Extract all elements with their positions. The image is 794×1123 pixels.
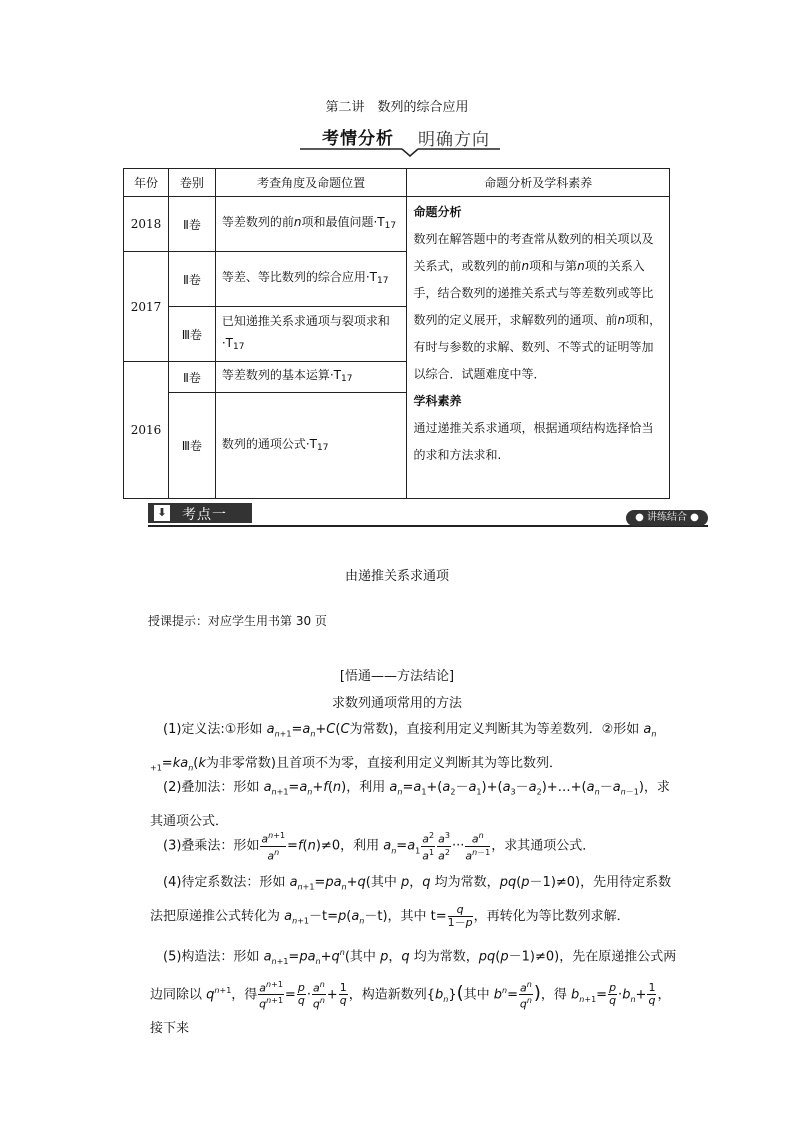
cell-position: 数列的通项公式$\cdot T_{17}$	[215, 393, 407, 499]
table-header-row	[124, 169, 670, 197]
th-position: 考查角度及命题位置	[215, 169, 407, 197]
kaodian-tag	[148, 503, 252, 523]
th-juan: 卷别	[168, 169, 215, 197]
cell-position: 等差、等比数列的综合应用$\cdot T_{17}$	[215, 252, 407, 307]
th-analysis: 命题分析及学科素养	[407, 169, 670, 197]
cell-position: 等差数列的前n项和最值问题$\cdot T_{17}$	[215, 197, 407, 252]
cell-juan: Ⅱ卷	[168, 252, 215, 307]
cell-juan: Ⅲ卷	[168, 307, 215, 362]
method-construct: (5)构造法：形如 $a_{n+1}=pa_n+q^n$(其中 p，q 均为常数，pq(p－1)≠0)，先在原递推公式两 边同除以 $q^{n+1}$，得 $\frac{a^{n+1}}{q^{n+1}}$ = $\frac{p}{q}$ · $\frac{a^n}{q^n}$ + $\frac{1}{q}$ ，构造新数列$\{b_n\}$(其中 $b^n=$ $\frac{a^n}{q^n}$ )，得 $b_{n+1}=$ $\frac{p}{q}$ $\cdot b_n+$ $\frac{1}{q}$ ，接下来	[150, 948, 677, 1036]
banner-right: 明确方向	[418, 130, 490, 150]
cell-juan: Ⅱ卷	[168, 197, 215, 252]
analysis-heading: 命题分析	[413, 205, 462, 219]
method-definition: (1)定义法:①形如 $a_{n+1}=a_n+C(C$为常数)，直接利用定义判断其为等差数列．②形如 $a_n$ $_{+1}=ka_n(k$为非零常数)且首项不为零，直接利用定义判断其为等比数列．	[150, 722, 657, 773]
table-row	[124, 197, 670, 252]
literacy-heading: 学科素养	[413, 394, 462, 408]
cell-position: 已知递推关系求通项与裂项求和$\cdot T_{17}$	[215, 307, 407, 362]
method-multiply: (3)叠乘法：形如 $\frac{a^{n+1}}{a^n}$ =f(n)≠0，利用 $a_n=a_1$ $\frac{a^2}{a^1}$ $\frac{a^3}{a^2}$ ··· $\frac{a^n}{a^{n-1}}$ ，求其通项公式．	[150, 831, 596, 863]
th-year: 年份	[124, 169, 169, 197]
cell-position: 等差数列的基本运算$\cdot T_{17}$	[215, 362, 407, 393]
cell-year: 2016	[124, 362, 169, 499]
wutong-heading: [悟通——方法结论]	[339, 669, 455, 684]
down-arrow-icon: ⬇	[154, 505, 170, 521]
method-accumulate: (2)叠加法：形如 $a_{n+1}=a_n+f(n)$，利用 $a_n=a_1+(a_2-a_1)+(a_3-a_2)+\dots+(a_n-a_{n-1})$，求 其通项公式．	[150, 780, 670, 829]
cell-year: 2017	[124, 252, 169, 362]
practice-tag: ● 讲练结合 ●	[626, 510, 708, 526]
analysis-text: 数列在解答题中的考查常从数列的相关项以及关系式，或数列的前n项和与第n项的关系入手，结合数列的递推关系式与等差数列或等比数列的定义展开，求解数列的通项、前n项和，有时与参数的求解、数列、不等式的证明等加以综合．试题难度中等．	[413, 232, 662, 381]
lesson-hint: 授课提示：对应学生用书第 30 页	[148, 614, 327, 628]
lecture-title: 第二讲 数列的综合应用	[325, 100, 469, 115]
methods-title: 求数列通项常用的方法	[331, 696, 462, 711]
section-banner	[300, 122, 500, 158]
literacy-text: 通过递推关系求通项，根据通项结构选择恰当的求和方法求和.	[413, 421, 654, 462]
cell-juan: Ⅲ卷	[168, 393, 215, 499]
banner-left: 考情分析	[322, 129, 394, 149]
method-undetermined: (4)待定系数法：形如 $a_{n+1}=pa_n+q$(其中 p，q 均为常数，pq(p－1)≠0)，先用待定系数 法把原递推公式转化为 $a_{n+1}-t=p(a_n-t)$，其中 t= $\frac{q}{1-p}$ ，再转化为等比数列求解．	[150, 875, 672, 929]
kaodian-label: 考点一	[182, 507, 227, 523]
cell-juan: Ⅱ卷	[168, 362, 215, 393]
section-title: 由递推关系求通项	[344, 569, 449, 584]
cell-analysis	[407, 197, 670, 499]
exam-analysis-table	[123, 168, 670, 499]
cell-year: 2018	[124, 197, 169, 252]
